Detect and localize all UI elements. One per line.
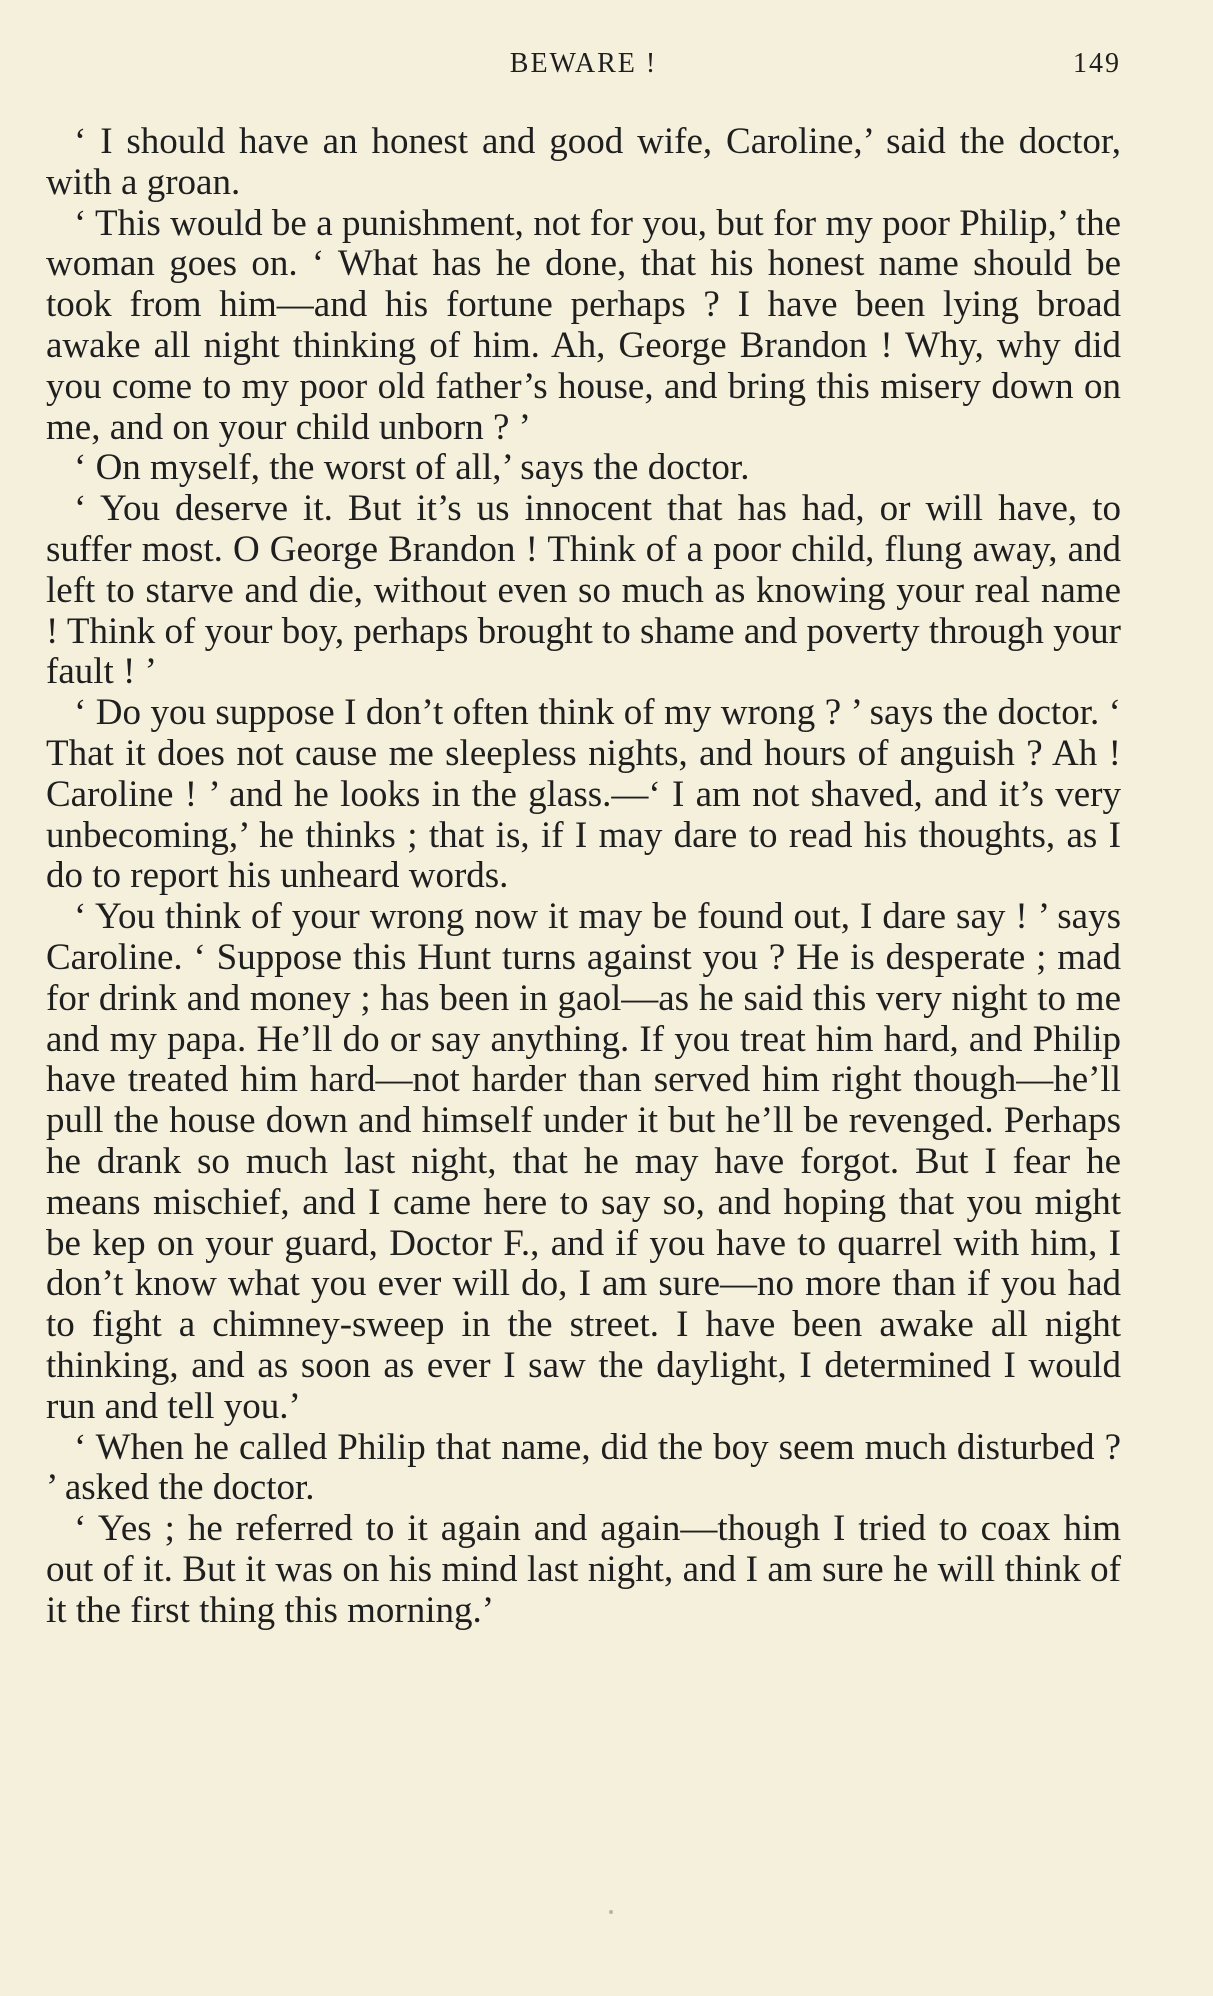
body-text [46, 122, 1121, 1631]
paragraph: ‘ This would be a punishment, not for you, but for my poor Philip,’ the woman goes on. ‘ What has he done, that his honest name should be took from him—and his fortune perhaps ? I have been lying broad awake all night thinking of him. Ah, George Brandon ! Why, why did you come to my poor old father’s house, and bring this misery down on me, and on your child unborn ? ’ [46, 202, 1121, 448]
paragraph: ‘ When he called Philip that name, did the boy seem much disturbed ? ’ asked the doctor. [46, 1426, 1121, 1509]
page-number: 149 [1073, 48, 1121, 79]
paper-speck [609, 1910, 613, 1914]
paragraph: ‘ You deserve it. But it’s us innocent that has had, or will have, to suffer most. O George Brandon ! Think of a poor child, flung away, and left to starve and die, without even so much as knowing your real name ! Think of your boy, perhaps brought to shame and poverty through your fault ! ’ [46, 488, 1121, 693]
running-title: BEWARE ! [509, 48, 658, 79]
paragraph: ‘ I should have an honest and good wife, Caroline,’ said the doctor, with a groan. [46, 121, 1121, 203]
paragraph: ‘ On myself, the worst of all,’ says the doctor. [74, 447, 750, 489]
page-header [46, 48, 1121, 88]
paragraph: ‘ Yes ; he referred to it again and again—though I tried to coax him out of it. But it was on his mind last night, and I am sure he will think of it the first thing this morning.’ [46, 1508, 1121, 1631]
paragraph: ‘ You think of your wrong now it may be found out, I dare say ! ’ says Caroline. ‘ Suppose this Hunt turns against you ? He is desperate ; mad for drink and money ; has been in gaol—as he said this very night to me and my papa. He’ll do or say anything. If you treat him hard, and Philip have treated him hard—not harder than served him right though—he’ll pull the house down and himself under it but he’ll be revenged. Perhaps he drank so much last night, that he may have forgot. But I fear he means mischief, and I came here to say so, and hoping that you might be kep on your guard, Doctor F., and if you have to quarrel with him, I don’t know what you ever will do, I am sure—no more than if you had to fight a chimney-sweep in the street. I have been awake all night thinking, and as soon as ever I saw the daylight, I determined I would run and tell you.’ [46, 896, 1121, 1427]
paragraph: ‘ Do you suppose I don’t often think of my wrong ? ’ says the doctor. ‘ That it does not cause me sleepless nights, and hours of anguish ? Ah ! Caroline ! ’ and he looks in the glass.—‘ I am not shaved, and it’s very unbecoming,’ he thinks ; that is, if I may dare to read his thoughts, as I do to report his unheard words. [46, 692, 1121, 897]
